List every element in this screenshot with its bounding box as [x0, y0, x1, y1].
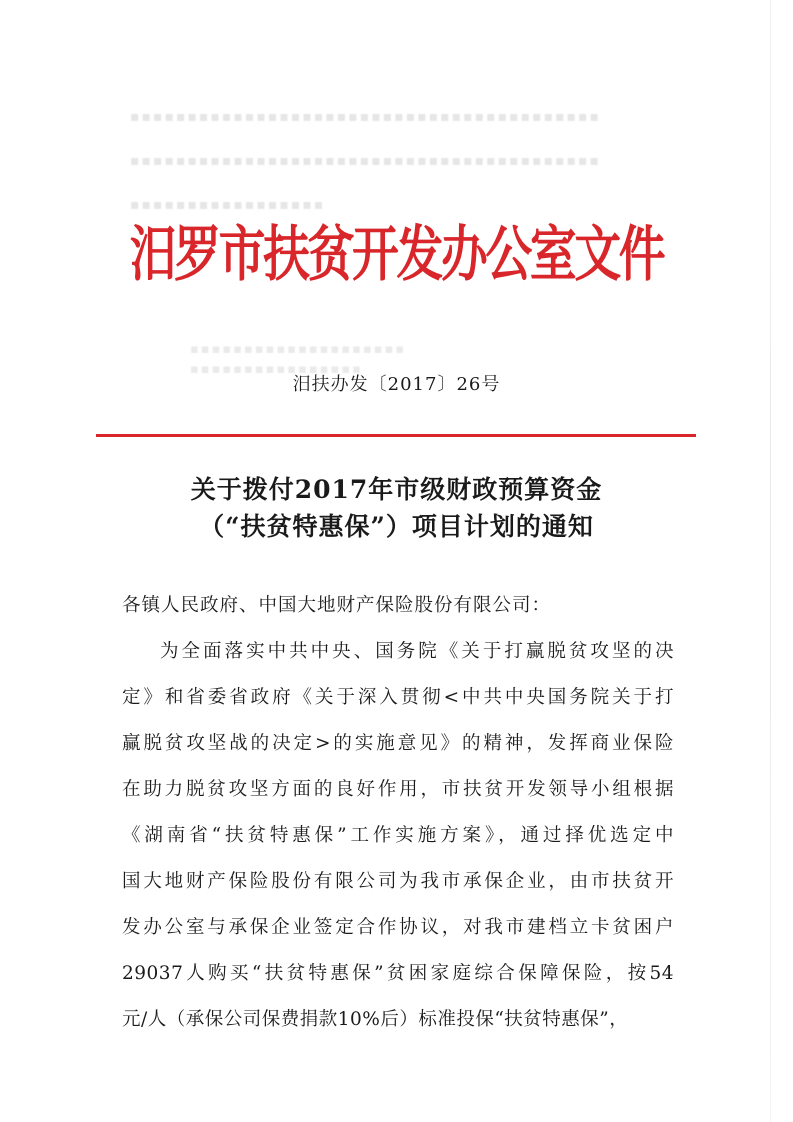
body-line: 定》和省委省政府《关于深入贯彻<中共中央国务院关于打	[122, 687, 674, 708]
notice-title-line-1: 关于拨付2017年市级财政预算资金	[190, 475, 603, 504]
document-number: 汨扶办发〔2017〕26号	[292, 374, 501, 395]
page-edge-shadow	[770, 0, 771, 1122]
notice-title-line-2: （“扶贫特惠保”）项目计划的通知	[199, 512, 594, 541]
issuing-authority-header: 汨罗市扶贫开发办公室文件	[129, 220, 664, 290]
show-through-text-2: ▪▪▪▪▪▪▪▪▪▪▪▪▪▪▪▪▪▪▪▪ ▪▪▪▪▪▪▪▪▪▪▪▪▪▪▪▪	[190, 342, 407, 377]
body-line: 29037人购买“扶贫特惠保”贫困家庭综合保障保险，按54	[122, 963, 674, 984]
body-line: 《湖南省“扶贫特惠保”工作实施方案》，通过择优选定中	[122, 825, 674, 846]
body-line: 国大地财产保险股份有限公司为我市承保企业，由市扶贫开	[122, 871, 674, 892]
body-line: 赢脱贫攻坚战的决定>的实施意见》的精神，发挥商业保险	[122, 733, 674, 754]
show-through-text: ▪▪▪▪▪▪▪▪▪▪▪▪▪▪▪▪▪▪▪▪▪▪▪▪▪▪▪▪▪▪▪▪▪▪▪▪▪▪▪▪▪ ▪▪▪▪▪▪▪▪▪▪▪▪▪▪▪▪▪▪▪▪▪▪▪▪▪▪▪▪▪▪▪▪▪▪▪▪▪▪▪▪▪ ▪▪▪▪▪▪▪▪▪▪▪▪▪▪▪▪▪	[130, 109, 602, 213]
body-line: 发办公室与承保企业签定合作协议，对我市建档立卡贫困户	[122, 917, 674, 938]
salutation: 各镇人民政府、中国大地财产保险股份有限公司：	[122, 595, 552, 616]
body-line: 在助力脱贫攻坚方面的良好作用，市扶贫开发领导小组根据	[122, 779, 674, 800]
body-line: 为全面落实中共中央、国务院《关于打赢脱贫攻坚的决	[160, 641, 674, 662]
body-line: 元/人（承保公司保费捐款10%后）标准投保“扶贫特惠保”，	[122, 1009, 629, 1030]
red-separator-rule	[96, 434, 696, 437]
